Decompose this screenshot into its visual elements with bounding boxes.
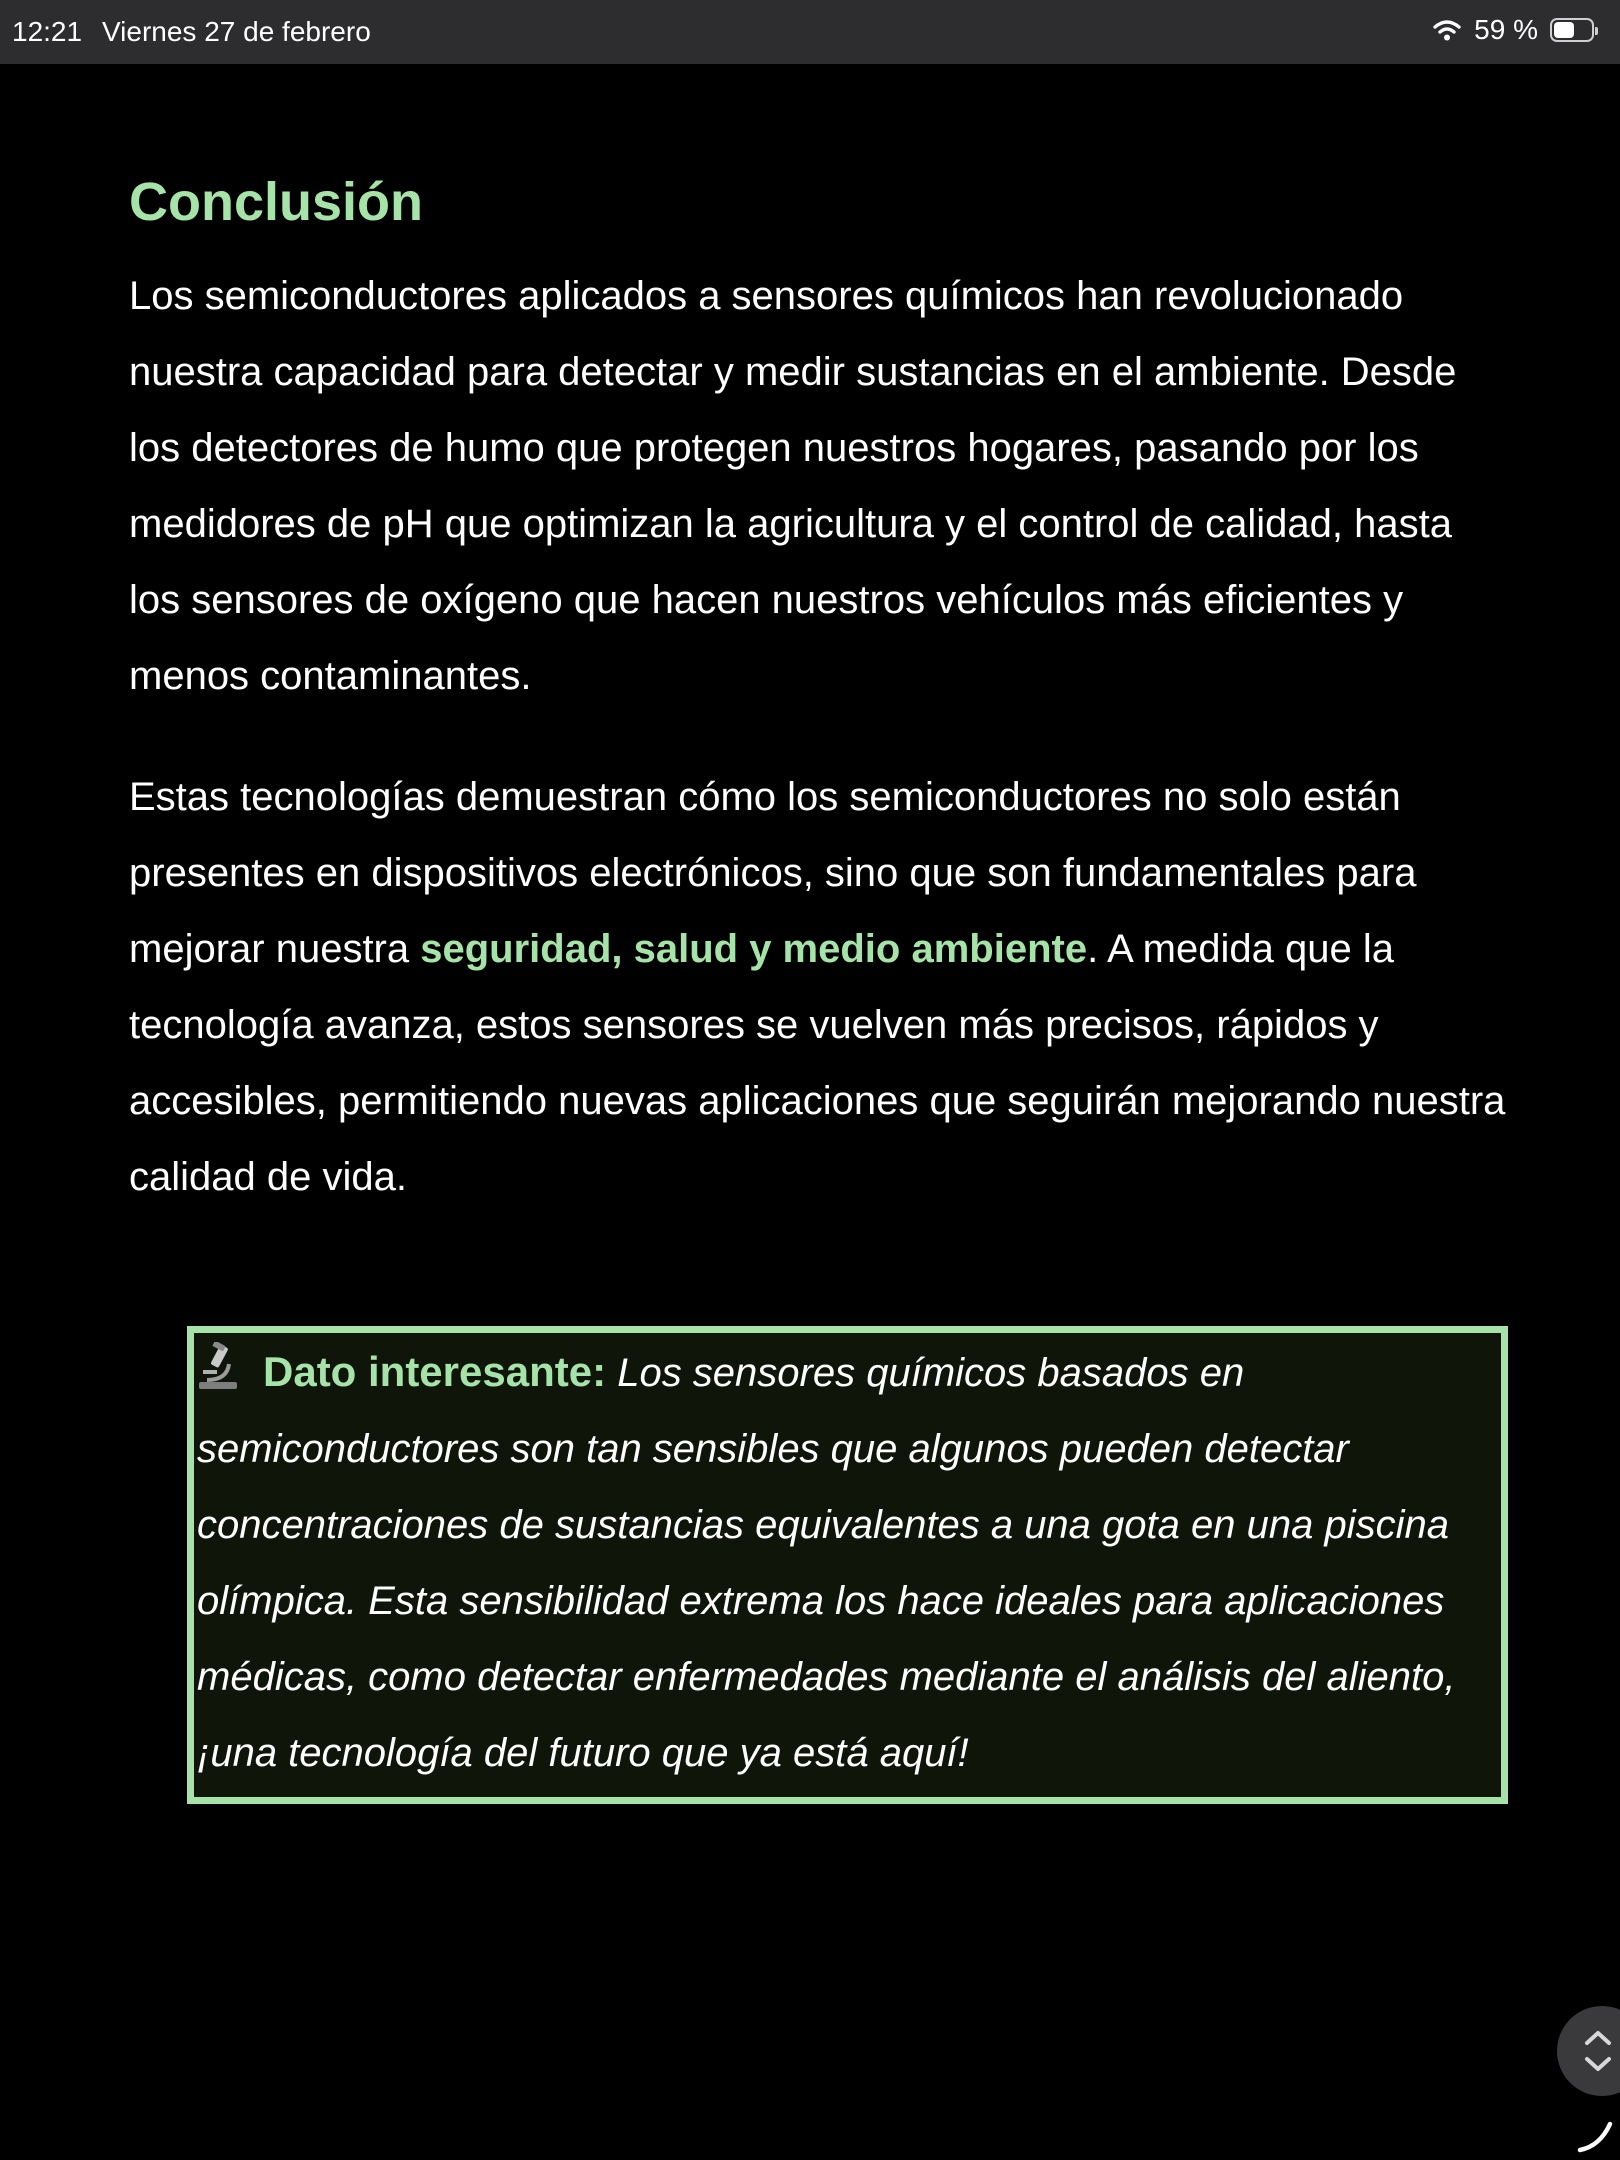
status-date: Viernes 27 de febrero [102,16,371,47]
status-time: 12:21 [12,16,83,47]
resize-handle-icon[interactable] [1576,2118,1616,2154]
fun-fact-label: Dato interesante: [263,1348,607,1395]
wifi-icon [1432,18,1462,42]
scroll-arrows[interactable] [1581,2026,1615,2076]
chevron-down-icon[interactable] [1587,2059,1609,2069]
chevron-up-icon[interactable] [1587,2033,1609,2043]
status-bar [0,0,1620,64]
page-title: Conclusión [129,172,423,232]
fun-fact-text: Los sensores químicos basados en semiconductores son tan sensibles que algunos pueden detectar concentraciones de sustancias equivalentes a una gota en una piscina olímpica. Esta sensibilidad extrema los hace ideales para aplicaciones médicas, como detectar enfermedades mediante el análisis del aliento, ¡una tecnología del futuro que ya está aquí! [197,1351,1456,1775]
battery-percentage: 59 % [1474,14,1538,45]
paragraph-2-text-end: . A medida que la tecnología avanza, estos sensores se vuelven más precisos, rápidos y accesibles, permitiendo nuevas aplicaciones que seguirán mejorando nuestra calidad de vida. [129,927,1506,1199]
conclusion-paragraph-2 [129,759,1509,1215]
highlighted-phrase: seguridad, salud y medio ambiente [420,927,1088,971]
fun-fact-box [187,1326,1508,1804]
article-content [129,160,1509,1215]
battery-level-fill [1554,22,1574,38]
scroll-control[interactable] [1557,2006,1620,2096]
microscope-icon [197,1342,241,1392]
status-indicators [1432,14,1594,46]
conclusion-paragraph-1: Los semiconductores aplicados a sensores químicos han revolucionado nuestra capacidad para detectar y medir sustancias en el ambiente. Desde los detectores de humo que protegen nuestros hogares, pasando por los medidores de pH que optimizan la agricultura y el control de calidad, hasta los sensores de oxígeno que hacen nuestros vehículos más eficientes y menos contaminantes. [129,274,1457,698]
battery-icon [1550,18,1594,42]
paragraph-2-text-start: Estas tecnologías demuestran cómo los semiconductores no solo están presentes en dispositivos electrónicos, sino que son fundamentales para mejorar nuestra [129,775,1417,971]
